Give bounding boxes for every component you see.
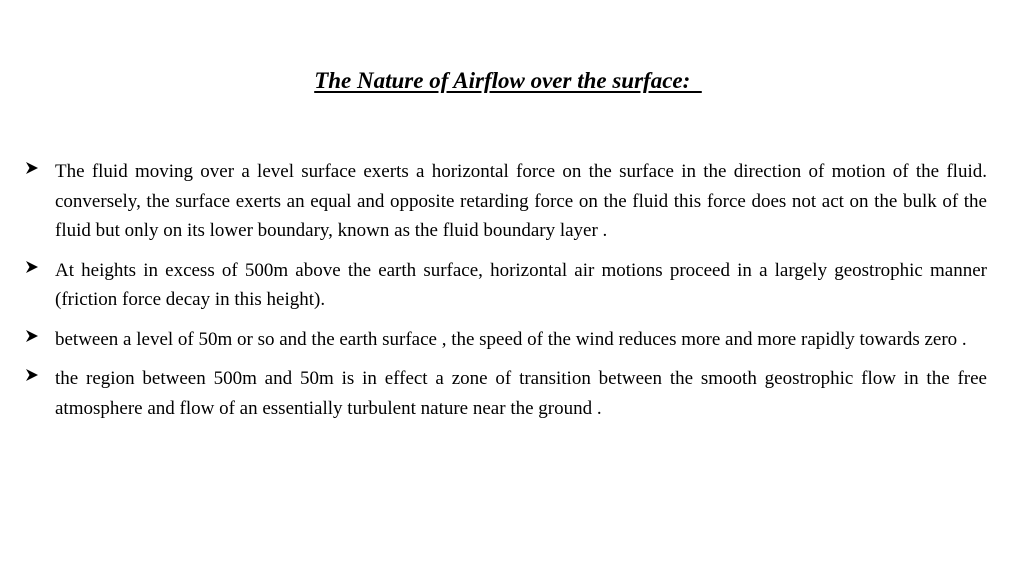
bullet-text: between a level of 50m or so and the earth surface , the speed of the wind reduces more and more rapidly towards zero . [55, 328, 967, 350]
arrowhead-bullet-icon [25, 260, 39, 274]
bullet-list [25, 157, 987, 433]
arrowhead-bullet-icon [25, 368, 39, 382]
bullet-text: At heights in excess of 500m above the earth surface, horizontal air motions proceed in a largely geostrophic manner (friction force decay in this height). [55, 259, 987, 310]
bullet-item [25, 364, 987, 423]
slide-title: The Nature of Airflow over the surface: [314, 68, 702, 93]
bullet-text: the region between 500m and 50m is in effect a zone of transition between the smooth geostrophic flow in the free atmosphere and flow of an essentially turbulent nature near the ground . [55, 368, 987, 419]
bullet-text: The fluid moving over a level surface exerts a horizontal force on the surface in the direction of motion of the fluid. conversely, the surface exerts an equal and opposite retarding force on the fluid this force does not act on the bulk of the fluid but only on its lower boundary, known as the fluid boundary layer . [55, 161, 987, 241]
arrowhead-bullet-icon [25, 161, 39, 175]
arrowhead-bullet-icon [25, 329, 39, 343]
bullet-item [25, 157, 987, 246]
bullet-item [25, 256, 987, 315]
bullet-item [25, 325, 987, 355]
